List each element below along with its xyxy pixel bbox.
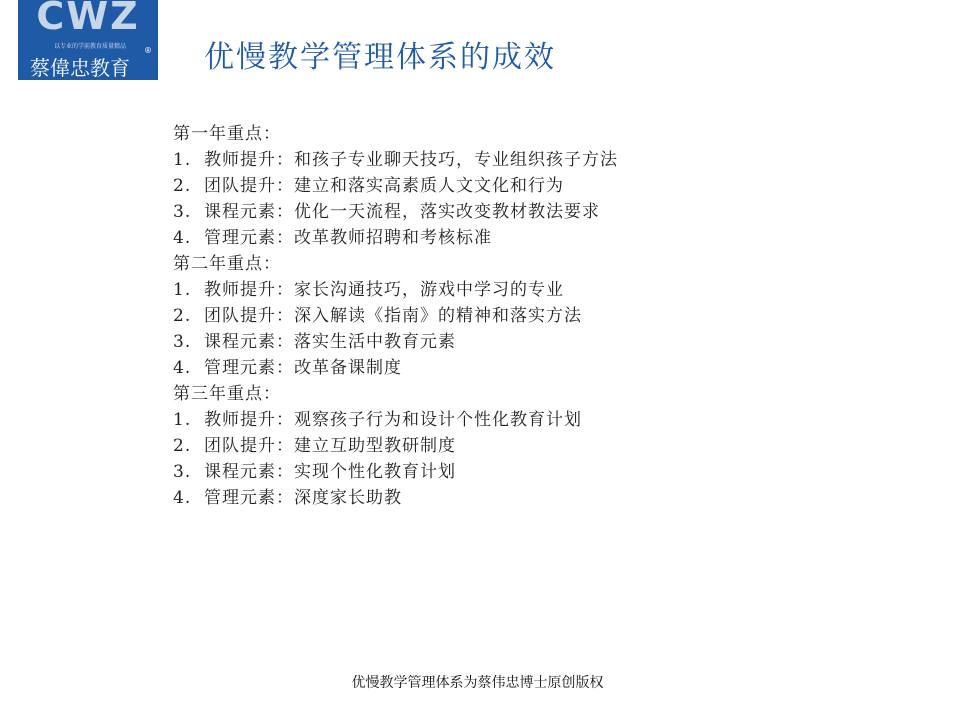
item-text: 课程元素：实现个性化教育计划: [204, 462, 456, 482]
slide-title: 优慢教学管理体系的成效: [204, 40, 556, 75]
item-text: 教师提升：观察孩子行为和设计个性化教育计划: [204, 410, 582, 430]
list-item: [173, 147, 618, 173]
item-number: 1.: [173, 150, 192, 170]
list-item: [173, 355, 618, 381]
item-text: 管理元素：改革备课制度: [204, 358, 402, 378]
brand-logo: [18, 0, 158, 80]
item-text: 团队提升：建立和落实高素质人文文化和行为: [204, 176, 564, 196]
item-text: 管理元素：深度家长助教: [204, 488, 402, 508]
item-number: 2.: [173, 436, 192, 456]
item-text: 管理元素：改革教师招聘和考核标准: [204, 228, 492, 248]
logo-tagline: 以专业的学前教育质量精品: [53, 43, 126, 50]
item-number: 4.: [173, 488, 192, 508]
item-text: 教师提升：家长沟通技巧，游戏中学习的专业: [204, 280, 564, 300]
section-heading: 第三年重点：: [173, 384, 281, 404]
item-number: 3.: [173, 332, 192, 352]
list-item: [173, 225, 618, 251]
list-item: [173, 407, 618, 433]
registered-mark: ®: [144, 46, 152, 55]
logo-brand-name: 蔡偉忠教育: [30, 56, 130, 80]
list-item: [173, 459, 618, 485]
item-number: 2.: [173, 306, 192, 326]
section-heading: 第一年重点：: [173, 124, 281, 144]
item-number: 4.: [173, 228, 192, 248]
list-item: [173, 485, 618, 511]
item-number: 2.: [173, 176, 192, 196]
list-item: [173, 173, 618, 199]
item-text: 教师提升：和孩子专业聊天技巧，专业组织孩子方法: [204, 150, 618, 170]
section-heading: 第二年重点：: [173, 254, 281, 274]
list-item: [173, 433, 618, 459]
list-item: [173, 199, 618, 225]
item-text: 课程元素：落实生活中教育元素: [204, 332, 456, 352]
item-number: 3.: [173, 202, 192, 222]
list-item: [173, 303, 618, 329]
item-number: 1.: [173, 410, 192, 430]
item-text: 团队提升：建立互助型教研制度: [204, 436, 456, 456]
item-number: 3.: [173, 462, 192, 482]
copyright-footer: 优慢教学管理体系为蔡伟忠博士原创版权: [351, 675, 604, 691]
item-text: 课程元素：优化一天流程，落实改变教材教法要求: [204, 202, 600, 222]
item-text: 团队提升：深入解读《指南》的精神和落实方法: [204, 306, 582, 326]
content-list: [173, 121, 618, 511]
item-number: 4.: [173, 358, 192, 378]
list-item: [173, 329, 618, 355]
logo-letters: CWZ: [36, 0, 140, 38]
list-item: [173, 277, 618, 303]
item-number: 1.: [173, 280, 192, 300]
